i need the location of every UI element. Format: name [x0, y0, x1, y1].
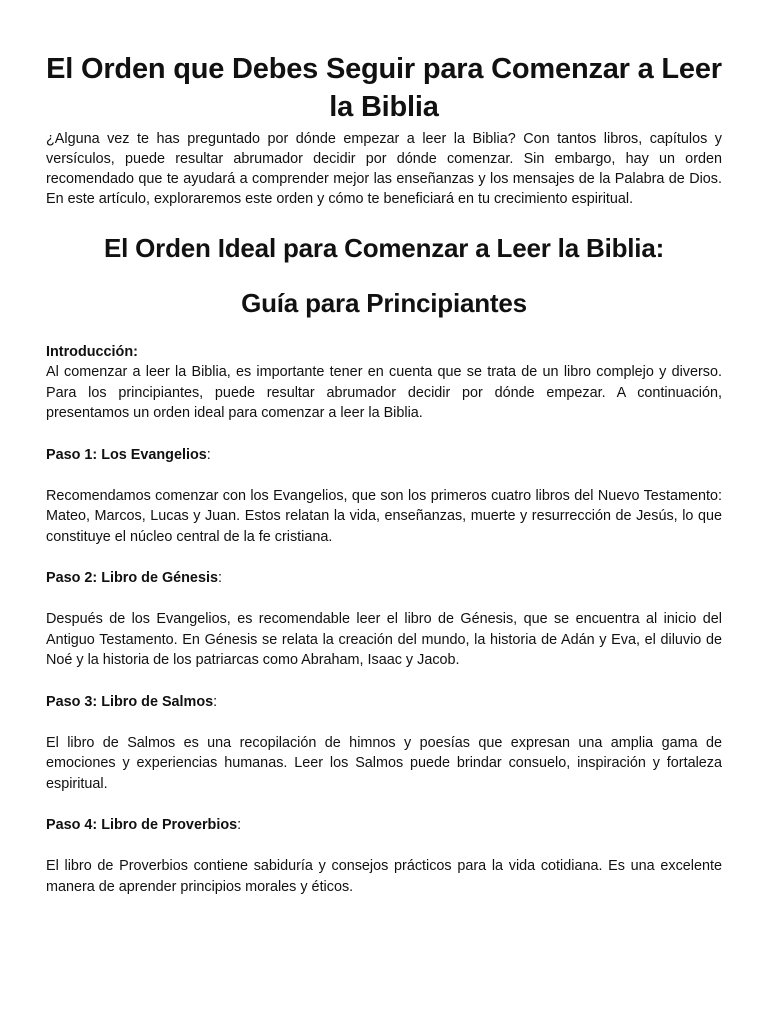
step-4-heading	[46, 815, 722, 835]
step-3-label: Paso 3: Libro de Salmos	[46, 693, 214, 710]
step-3-heading	[46, 692, 722, 712]
step-3-colon: :	[213, 693, 218, 710]
step-4-text: El libro de Proverbios contiene sabiduría y consejos prácticos para la vida cotidiana. Es una excelente manera de aprender principios morales y éticos.	[46, 858, 722, 895]
introduction-block	[46, 342, 722, 424]
document-page	[46, 0, 722, 897]
introduction-text: Al comenzar a leer la Biblia, es importante tener en cuenta que se trata de un libro complejo y diverso. Para los principiantes, puede resultar abrumador decidir por dónde empezar. A continuación, presentamos un orden ideal para comenzar a leer la Biblia.	[46, 364, 722, 421]
step-3-text: El libro de Salmos es una recopilación de himnos y poesías que expresan una amplia gama de emociones y experiencias humanas. Leer los Salmos puede brindar consuelo, inspiración y fortaleza espiritual.	[46, 734, 722, 792]
step-1-label: Paso 1: Los Evangelios	[46, 446, 207, 463]
intro-paragraph: ¿Alguna vez te has preguntado por dónde empezar a leer la Biblia? Con tantos libros, capítulos y versículos, puede resultar abrumador decidir por dónde comenzar. Sin embargo, hay un orden recomendado que te ayudará a comprender mejor las enseñanzas y los mensajes de la Palabra de Dios. En este artículo, exploraremos este orden y cómo te beneficiará en tu crecimiento espiritual.	[46, 131, 722, 207]
step-1-text: Recomendamos comenzar con los Evangelios, que son los primeros cuatro libros del Nuevo Testamento: Mateo, Marcos, Lucas y Juan. Estos relatan la vida, enseñanzas, muerte y resurrección de Jesús, lo que constituye el núcleo central de la fe cristiana.	[46, 487, 722, 545]
introduction-label	[46, 342, 722, 362]
document-title: El Orden que Debes Seguir para Comenzar a Leer la Biblia	[46, 53, 722, 123]
step-2-label: Paso 2: Libro de Génesis	[46, 570, 218, 586]
step-2-heading	[46, 568, 722, 588]
step-4-colon: :	[237, 817, 242, 833]
section-heading: El Orden Ideal para Comenzar a Leer la Biblia:	[103, 233, 665, 263]
step-2-text: Después de los Evangelios, es recomendable leer el libro de Génesis, que se encuentra al inicio del Antiguo Testamento. En Génesis se relata la creación del mundo, la historia de Adán y Eva, el diluvio de Noé y la historia de los patriarcas como Abraham, Isaac y Jacob.	[46, 611, 722, 668]
step-1-heading	[46, 445, 722, 465]
step-1-colon: :	[206, 446, 211, 463]
section-subheading: Guía para Principiantes	[241, 288, 527, 318]
step-2-colon: :	[217, 570, 222, 586]
introduction-label-text: Introducción:	[46, 344, 138, 360]
step-4-label: Paso 4: Libro de Proverbios	[46, 817, 238, 833]
